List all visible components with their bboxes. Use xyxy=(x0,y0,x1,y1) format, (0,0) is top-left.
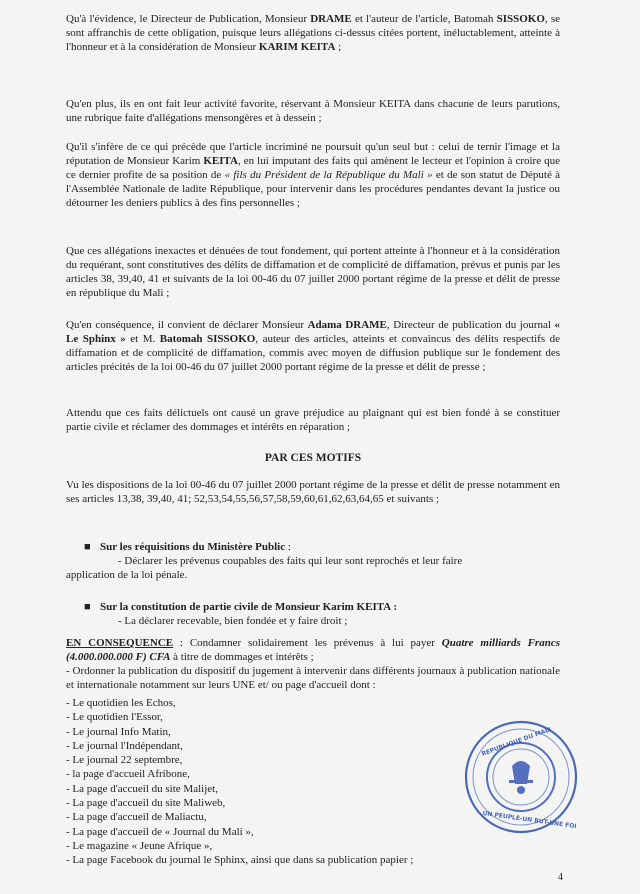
page-number: 4 xyxy=(558,872,563,883)
list-item: - Le magazine « Jeune Afrique », xyxy=(66,839,213,852)
list-item: - Le quotidien l'Essor, xyxy=(66,711,163,724)
bullet-dot: ■ xyxy=(84,601,91,613)
bullet-partie-civile: ■ Sur la constitution de partie civile de Monsieur Karim KEITA : - La déclarer recevable, bien fondée et y faire droit ; xyxy=(84,601,397,627)
list-item: - La page d'accueil du site Malijet, xyxy=(66,782,218,795)
paragraph-allegations: Que ces allégations inexactes et dénuées de tout fondement, qui portent atteinte à l'honneur et à la considération du requérant, sont constitutives des délits de diffamation et de complicité de diffamation, prévus et punis par les articles 38, 39,40, 41 et suivants de la loi 00-46 du 07 juillet 2000 portant régime de la presse et délit de presse en république du Mali ; xyxy=(66,245,560,299)
svg-text:UN PEUPLE-UN BUT-UNE FOI: UN PEUPLE-UN BUT-UNE FOI xyxy=(482,810,577,831)
paragraph-consequence: Qu'en conséquence, il convient de déclarer Monsieur Adama DRAME, Directeur de publication du journal « Le Sphinx » et M. Batomah SISSOKO, auteur des articles, atteints et convaincus des délits respectifs de diffamation et de complicité de diffamation, commis avec moyen de diffusion publique sur le fondement des articles précités de la loi 00-46 du 07 juillet 2000 portant régime de la presse et délit de presse ; xyxy=(66,319,561,373)
bullet-dot: ■ xyxy=(84,541,91,553)
list-item: - la page d'accueil Afribone, xyxy=(66,768,190,781)
list-item: - La page Facebook du journal le Sphinx, ainsi que dans sa publication papier ; xyxy=(66,854,414,867)
list-item: - La page d'accueil de « Journal du Mali », xyxy=(66,825,254,838)
paragraph-infere: Qu'il s'infère de ce qui précède que l'article incriminé ne poursuit qu'un seul but : celui de ternir l'image et la réputation de Monsieur Karim KEITA, en lui imputant des faits qui amènent le lecteur et l'opinion à croire que ce dernier profite de sa position de « fils du Président de la République du Mali » et de son statut de Député à l'Assemblée Nationale de ladite République, pour intervenir dans les procédures pendantes devant la justice ou détourner les deniers publics à des fins personnelles ; xyxy=(66,141,561,209)
list-item: - Le quotidien les Echos, xyxy=(66,697,176,709)
paragraph-en-consequence: EN CONSEQUENCE : Condamner solidairement les prévenus à lui payer Quatre milliards Francs (4.000.000.000 F) CFA à titre de dommages et intérêts ; - Ordonner la publication du dispositif du jugement à intervenir dans différents journaux à publication nationale et internationale notamment sur leurs UNE et/ ou page d'accueil dont : xyxy=(66,637,560,691)
list-item: - Le journal Info Matin, xyxy=(66,725,171,738)
list-item: - Le journal 22 septembre, xyxy=(66,754,183,767)
official-stamp-icon xyxy=(460,718,582,836)
section-heading: PAR CES MOTIFS xyxy=(264,452,362,464)
paragraph-en-plus: Qu'en plus, ils en ont fait leur activité favorite, réservant à Monsieur KEITA dans chacune de leurs parutions, une rubrique faite d'allégations mensongères et à dessein ; xyxy=(66,98,560,124)
bullet-requisitions: ■ Sur les réquisitions du Ministère Public : - Déclarer les prévenus coupables des faits qui leur sont reprochés et leur faire application de la loi pénale. xyxy=(66,541,463,581)
paragraph-vu: Vu les dispositions de la loi 00-46 du 07 juillet 2000 portant régime de la presse et délit de presse notamment en ses articles 13,38, 39,40, 41; 52,53,54,55,56,57,58,59,60,61,62,63,64,65 et suivants ; xyxy=(66,479,560,505)
paragraph-evidence: Qu'à l'évidence, le Directeur de Publication, Monsieur DRAME et l'auteur de l'article, Batomah SISSOKO, se sont affranchis de cette obligation, puisque leurs allégations ci-dessus citées portent, inéluctablement, atteinte à l'honneur et à la considération de Monsieur KARIM KEITA ; xyxy=(66,13,561,53)
svg-text:REPUBLIQUE DU MALI: REPUBLIQUE DU MALI xyxy=(480,726,553,758)
paragraph-attendu: Attendu que ces faits délictuels ont causé un grave préjudice au plaignant qui est bien fondé à se constituer partie civile et réclamer des dommages et intérêts en réparation ; xyxy=(66,407,560,433)
list-item: - La page d'accueil de Maliactu, xyxy=(66,811,207,824)
list-item: - Le journal l'Indépendant, xyxy=(66,739,183,752)
list-item: - La page d'accueil du site Maliweb, xyxy=(66,797,226,810)
